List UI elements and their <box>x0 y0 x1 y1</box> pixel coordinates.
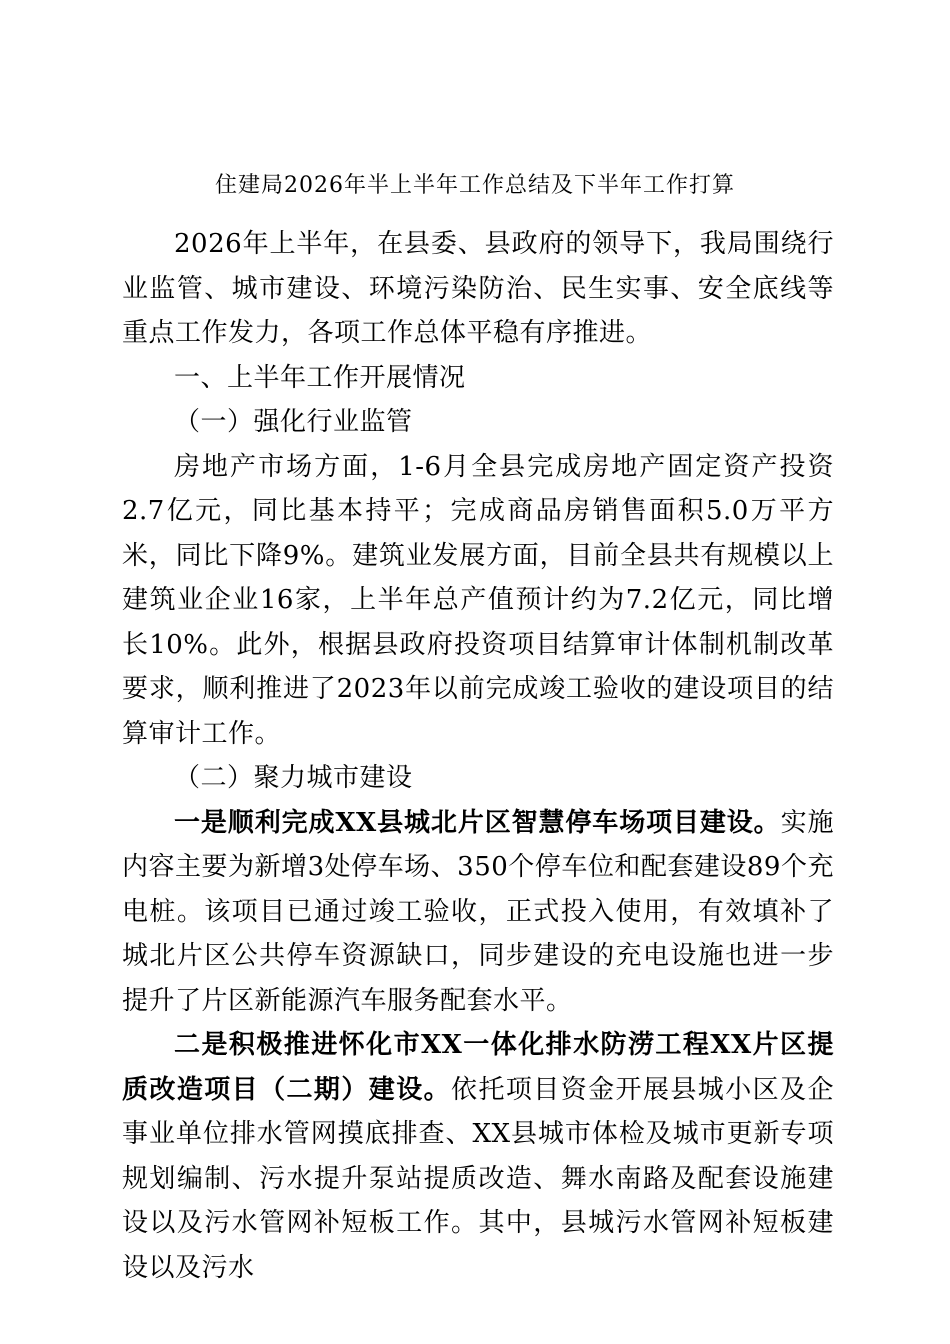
drainage-project-paragraph <box>122 1023 834 1290</box>
subsection-heading-1: （一）强化行业监管 <box>174 407 413 437</box>
industry-supervision-paragraph: 房地产市场方面，1-6月全县完成房地产固定资产投资2.7亿元，同比基本持平；完成商品房销售面积5.0万平方米，同比下降9%。建筑业发展方面，目前全县共有规模以上建筑业企业16家，上半年总产值预计约为7.2亿元，同比增长10%。此外，根据县政府投资项目结算审计体制机制改革要求，顺利推进了2023年以前完成竣工验收的建设项目的结算审计工作。 <box>122 451 834 749</box>
drainage-project-lead: 二是积极推进怀化市XX一体化排水防涝工程XX片区提质改造项目（二期）建设。 <box>122 1030 834 1105</box>
parking-project-paragraph <box>122 801 834 1024</box>
document-body <box>122 222 834 1290</box>
document-title: 住建局2026年半上半年工作总结及下半年工作打算 <box>215 173 735 198</box>
parking-project-lead: 一是顺利完成XX县城北片区智慧停车场项目建设。 <box>174 807 781 838</box>
subsection-heading-2: （二）聚力城市建设 <box>174 763 413 793</box>
drainage-project-text: 依托项目资金开展县城小区及企事业单位排水管网摸底排查、XX县城市体检及城市更新专项规划编制、污水提升泵站提质改造、舞水南路及配套设施建设以及污水管网补短板工作。其中，县城污水管网补短板建设以及污水 <box>122 1074 834 1283</box>
section-heading-1: 一、上半年工作开展情况 <box>174 362 466 393</box>
intro-paragraph: 2026年上半年，在县委、县政府的领导下，我局围绕行业监管、城市建设、环境污染防治、民生实事、安全底线等重点工作发力，各项工作总体平稳有序推进。 <box>122 229 834 348</box>
parking-project-text: 实施内容主要为新增3处停车场、350个停车位和配套建设89个充电桩。该项目已通过竣工验收，正式投入使用，有效填补了城北片区公共停车资源缺口，同步建设的充电设施也进一步提升了片区新能源汽车服务配套水平。 <box>122 807 834 1016</box>
